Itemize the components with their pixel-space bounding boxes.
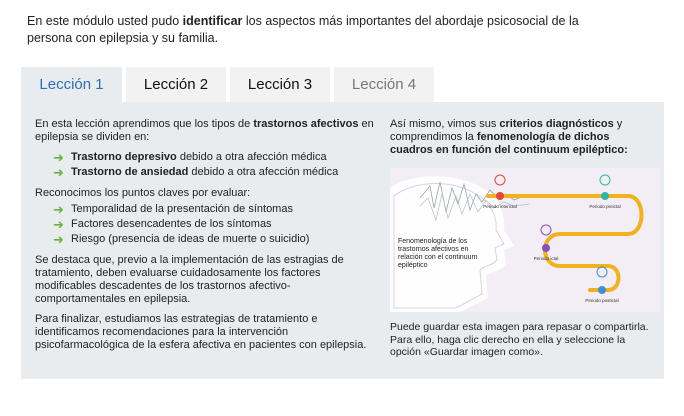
marker-postictal <box>598 286 606 294</box>
type-rest: debido a otra afección médica <box>176 151 327 163</box>
p1-bold: trastornos afectivos <box>253 118 359 130</box>
label-postictal: Periodo postictal <box>585 298 619 303</box>
tab-leccion-2[interactable]: Lección 2 <box>126 67 226 102</box>
marker-preictal <box>601 192 609 200</box>
lesson-summary <box>35 118 380 359</box>
list-item <box>53 218 380 231</box>
arrow-right-icon: ➜ <box>53 165 64 180</box>
label-preictal: Periodo preictal <box>589 204 621 209</box>
paragraph-types <box>35 118 380 144</box>
marker-ictal <box>542 244 550 252</box>
person-icon <box>541 225 551 235</box>
label-interictal: Periodo interictal <box>483 204 517 209</box>
tab-leccion-1[interactable]: Lección 1 <box>21 67 122 102</box>
list-item-text: Factores desencadentes de los síntomas <box>71 218 272 230</box>
type-bold: Trastorno depresivo <box>71 151 177 163</box>
image-caption: Puede guardar esta imagen para repasar o compartirla. Para ello, haga clic derecho en ella y seleccione la opción «Guardar imagen como». <box>390 321 649 358</box>
intro-text <box>27 13 627 47</box>
right-bold-phenomenology: fenomenología de dichos cuadros en función del continuum epiléptico: <box>390 131 628 156</box>
tab-leccion-3[interactable]: Lección 3 <box>230 67 330 102</box>
lesson-panel <box>21 102 664 379</box>
marker-interictal <box>496 192 504 200</box>
person-icon <box>600 175 610 185</box>
intro-part1: En este módulo usted pudo <box>27 14 183 28</box>
arrow-right-icon: ➜ <box>53 202 64 217</box>
type-rest: debido a otra afección médica <box>188 166 339 178</box>
list-item <box>53 233 380 246</box>
tab-leccion-4[interactable]: Lección 4 <box>334 67 434 102</box>
intro-bold: identificar <box>182 14 243 28</box>
arrow-right-icon: ➜ <box>53 217 64 232</box>
list-item <box>53 151 380 164</box>
list-item-text <box>71 166 338 179</box>
figure-title: Fenomenología de los trastornos afectivos en relación con el continuum epiléptico <box>398 238 478 269</box>
criteria-text <box>390 118 652 157</box>
p1-text-end: en epilepsia se dividen en: <box>35 118 374 143</box>
paragraph-factors: Se destaca que, previo a la implementación de las estragias de tratamiento, deben evaluarse cuidadosamente los factores modificables descadentes de los trastornos afectivo-comportamentales en epilepsia. <box>35 254 344 305</box>
right-text-mid: y comprendimos la <box>390 118 623 143</box>
label-ictal: Periodo ictal <box>533 256 559 261</box>
lesson-tabs <box>21 67 438 102</box>
list-item <box>53 166 380 179</box>
intro-part2: los aspectos más importantes del abordaje psicosocial de la persona con epilepsia y su familia. <box>27 14 579 45</box>
p1-text: En esta lección aprendimos que los tipos de <box>35 118 254 130</box>
right-bold-criteria: criterios diagnósticos <box>499 118 614 130</box>
paragraph-keys: Reconocimos los puntos claves por evaluar: <box>35 187 251 199</box>
list-item-text <box>71 151 327 164</box>
type-bold: Trastorno de ansiedad <box>71 166 189 178</box>
arrow-right-icon: ➜ <box>53 150 64 165</box>
list-item-text: Temporalidad de la presentación de síntomas <box>71 203 293 215</box>
person-icon <box>597 267 607 277</box>
list-item <box>53 203 380 216</box>
right-text: Así mismo, vimos sus <box>390 118 500 130</box>
phenomenology-image[interactable] <box>390 168 660 312</box>
paragraph-treatment: Para finalizar, estudiamos las estrategias de tratamiento e identificamos recomendaciones para la intervención psicofarmacológica de la esfera afectiva en pacientes con epilepsia. <box>35 313 367 351</box>
list-item-text: Riesgo (presencia de ideas de muerte o suicidio) <box>71 233 310 245</box>
arrow-right-icon: ➜ <box>53 232 64 247</box>
person-icon <box>495 175 505 185</box>
